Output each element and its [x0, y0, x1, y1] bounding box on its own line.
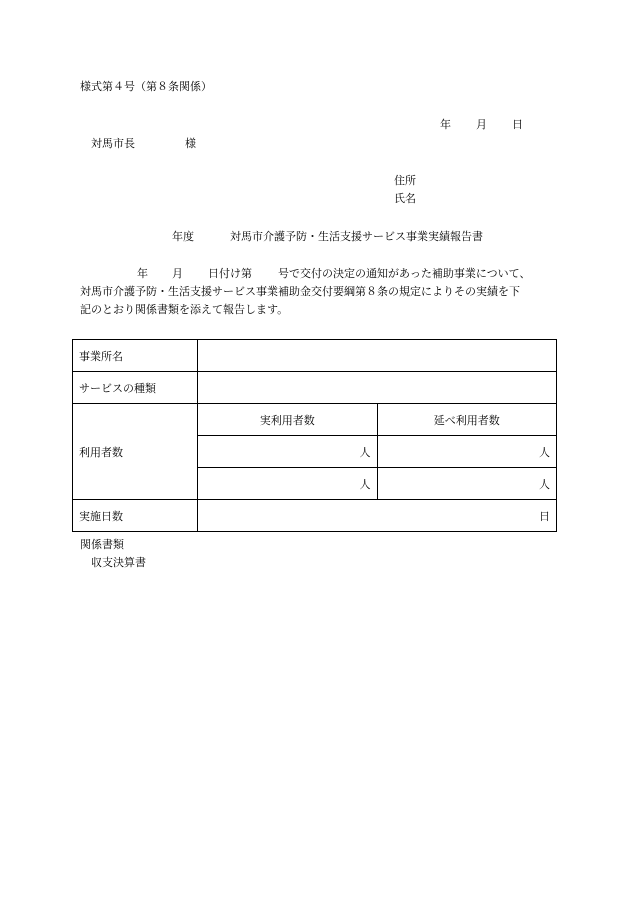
body-month: 月	[172, 267, 183, 280]
fiscal-year-label: 年度	[172, 230, 194, 243]
date-month: 月	[476, 118, 487, 131]
actual-users-unit-2: 人	[198, 468, 378, 500]
body-line1-rest: 号で交付の決定の通知があった補助事業について、	[278, 267, 531, 280]
form-number: 様式第４号（第８条関係）	[80, 80, 212, 93]
table-row-days	[73, 500, 557, 532]
report-table	[72, 339, 557, 532]
total-users-header: 延べ利用者数	[377, 404, 557, 436]
users-count-label: 利用者数	[73, 404, 198, 500]
body-line2: 対馬市介護予防・生活支援サービス事業補助金交付要綱第８条の規定によりその実績を下	[80, 285, 520, 298]
days-label: 実施日数	[73, 500, 198, 532]
total-users-unit-1: 人	[377, 436, 557, 468]
documents-heading: 関係書類	[80, 538, 124, 551]
table-row-office	[73, 340, 557, 372]
date-year: 年	[440, 118, 451, 131]
name-label: 氏名	[394, 192, 416, 205]
service-type-label: サービスの種類	[73, 372, 198, 404]
table-row-users-header	[73, 404, 557, 436]
body-date-number: 日付け第	[208, 267, 252, 280]
title-text: 対馬市介護予防・生活支援サービス事業実績報告書	[230, 230, 483, 243]
addressee-honorific: 様	[185, 137, 196, 150]
actual-users-unit-1: 人	[198, 436, 378, 468]
body-line3: 記のとおり関係書類を添えて報告します。	[80, 303, 289, 316]
address-label: 住所	[394, 174, 416, 187]
office-name-label: 事業所名	[73, 340, 198, 372]
body-year: 年	[137, 267, 148, 280]
service-type-value	[198, 372, 557, 404]
date-day: 日	[512, 118, 523, 131]
table-row-service	[73, 372, 557, 404]
total-users-unit-2: 人	[377, 468, 557, 500]
office-name-value	[198, 340, 557, 372]
addressee-name: 対馬市長	[91, 137, 135, 150]
actual-users-header: 実利用者数	[198, 404, 378, 436]
days-unit: 日	[198, 500, 557, 532]
documents-item: 収支決算書	[91, 556, 146, 569]
